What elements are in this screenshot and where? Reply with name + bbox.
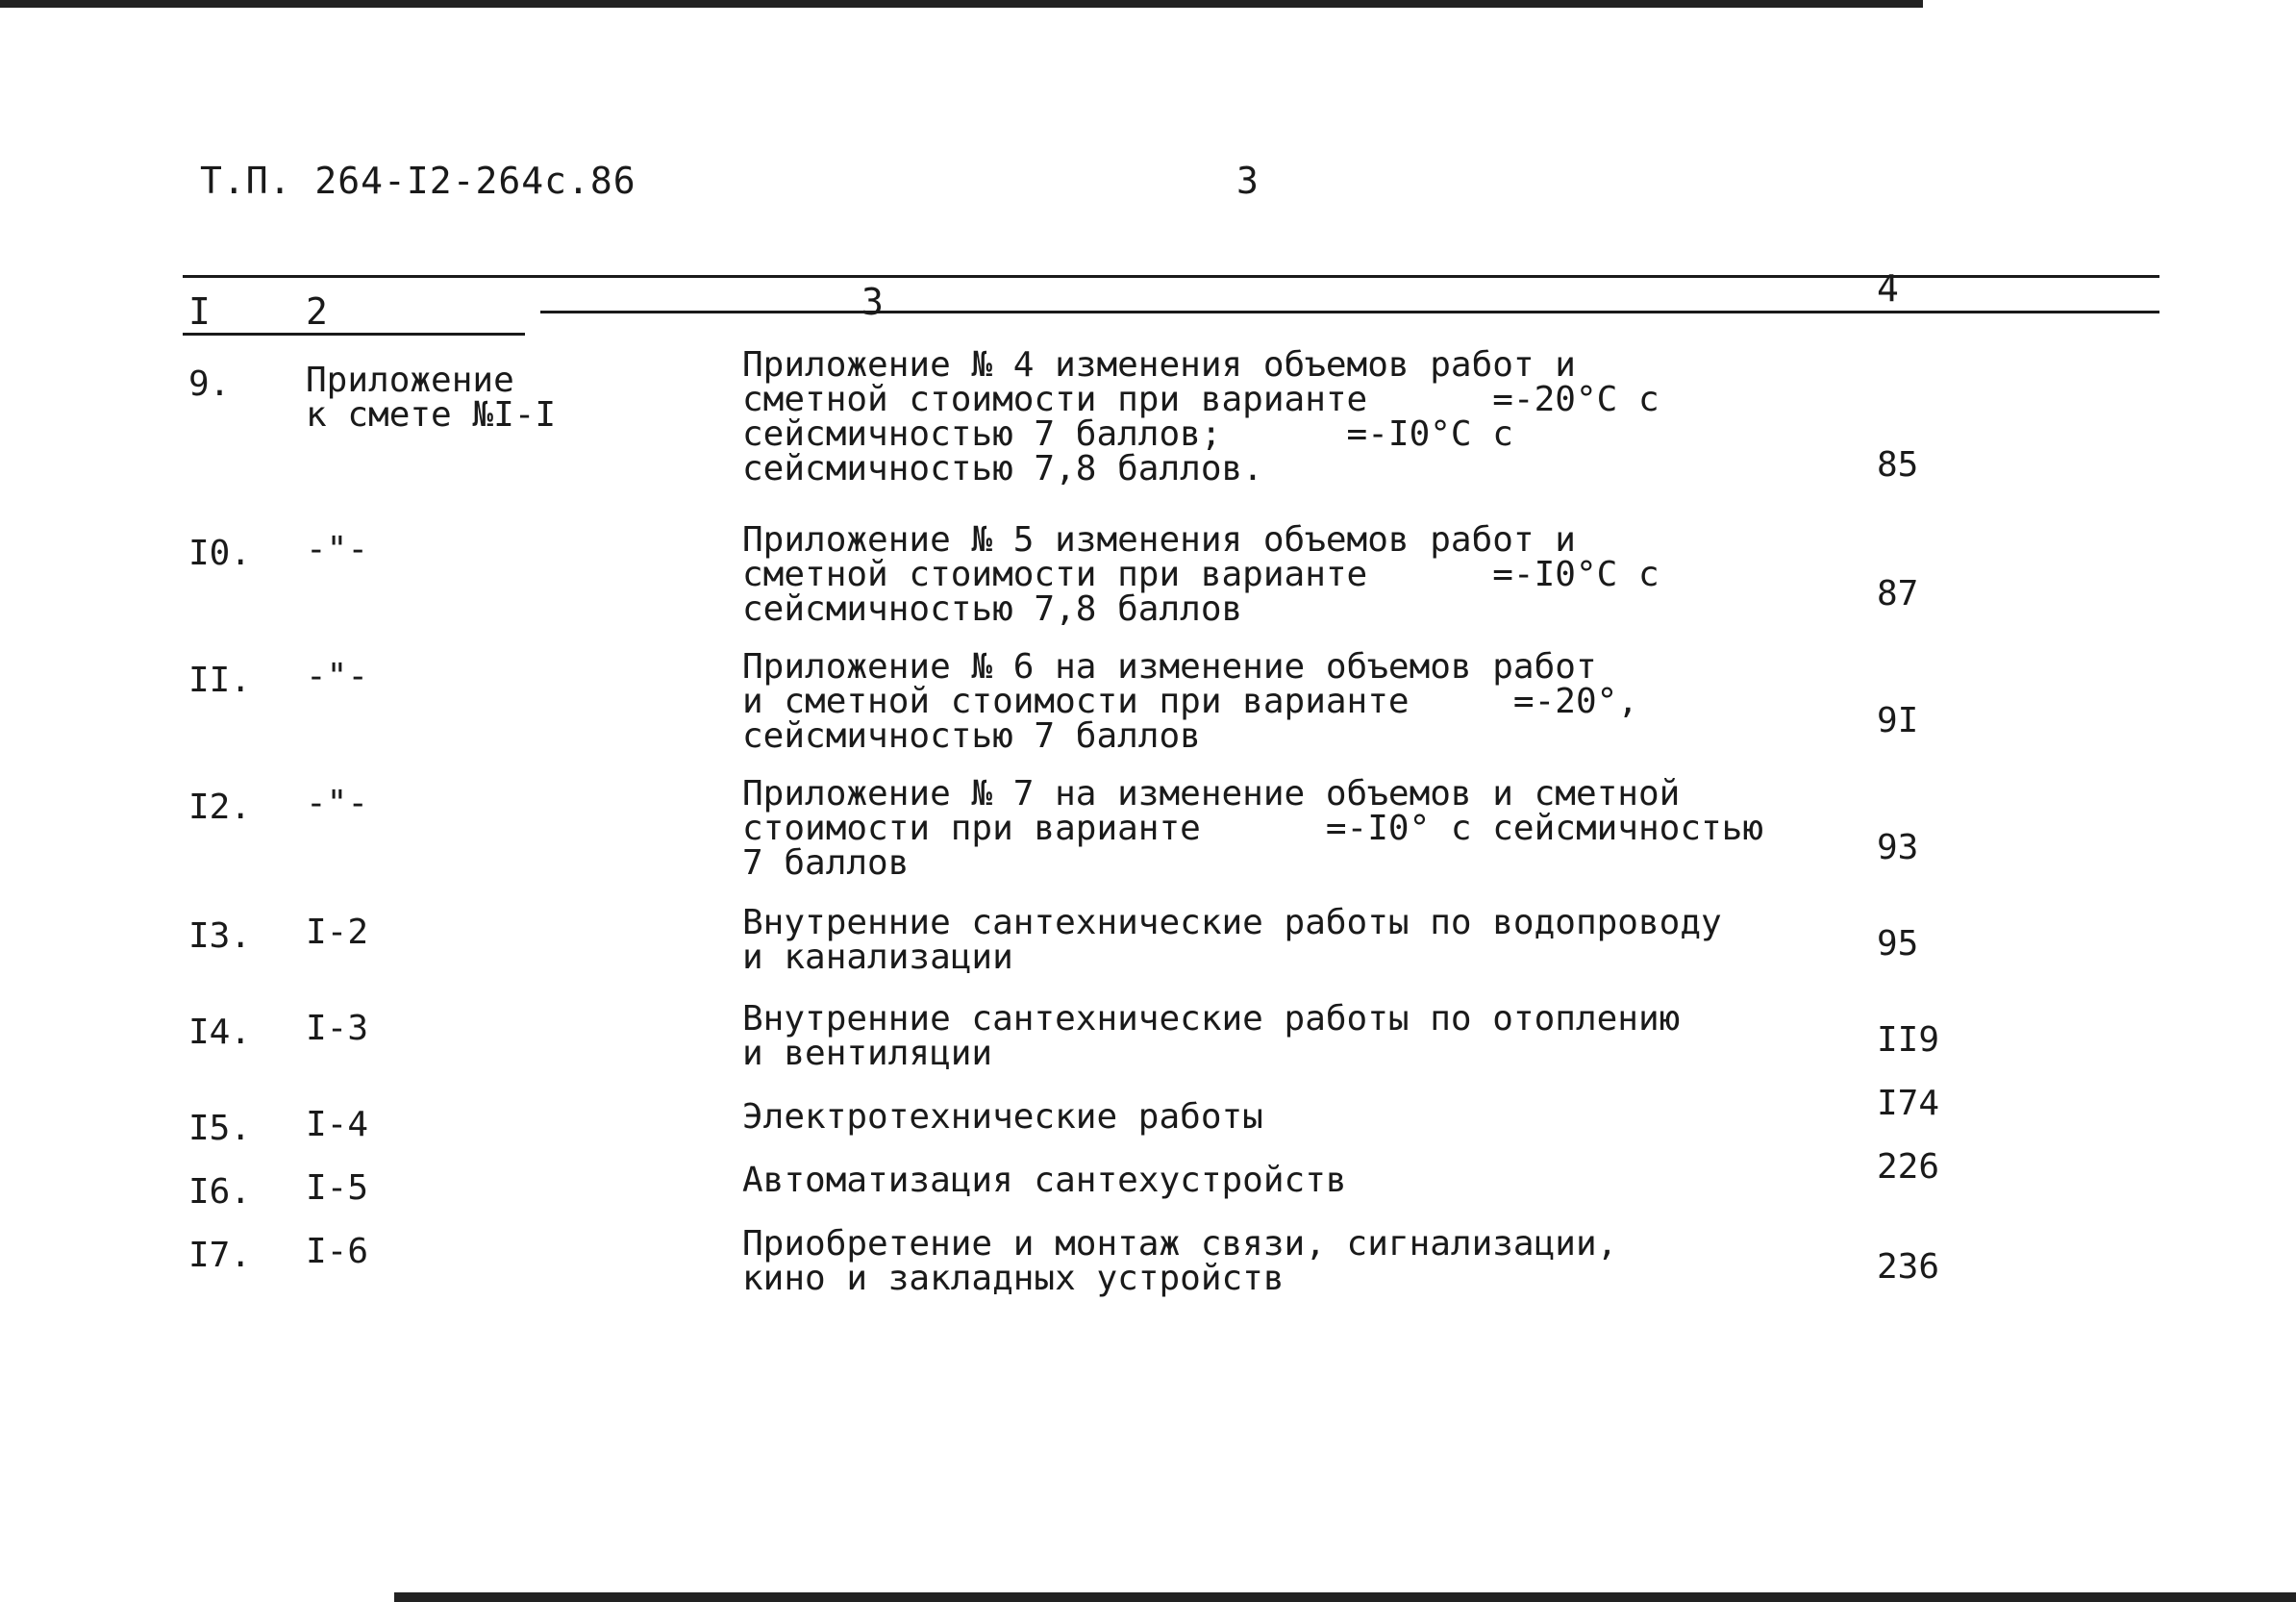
row-reference: I-4 bbox=[306, 1105, 369, 1144]
row-page: 95 bbox=[1877, 924, 1919, 964]
row-reference: I-3 bbox=[306, 1009, 369, 1048]
row-description: Приложение № 6 на изменение объемов работ и сметной стоимости при варианте =-20°, сейсмичностью 7 баллов bbox=[742, 647, 1638, 756]
row-page: I74 bbox=[1877, 1084, 1940, 1123]
row-page: 226 bbox=[1877, 1147, 1940, 1187]
row-reference: Приложение к смете №I-I bbox=[306, 361, 557, 435]
row-description: Приобретение и монтаж связи, сигнализации, кино и закладных устройств bbox=[742, 1224, 1618, 1298]
row-page: 9I bbox=[1877, 701, 1919, 740]
row-description: Приложение № 5 изменения объемов работ и сметной стоимости при варианте =-I0°С с сейсмичностью 7,8 баллов bbox=[742, 520, 1660, 629]
header-rule-right bbox=[540, 311, 2159, 313]
row-description: Внутренние сантехнические работы по водопроводу и канализации bbox=[742, 903, 1722, 977]
column-header-4: 4 bbox=[1877, 267, 1899, 310]
row-description: Приложение № 7 на изменение объемов и сметной стоимости при варианте =-I0° с сейсмичностью 7 баллов bbox=[742, 774, 1764, 883]
row-number: II. bbox=[188, 661, 252, 700]
column-header-1: I bbox=[188, 290, 211, 333]
column-header-3: 3 bbox=[861, 281, 884, 323]
row-page: 236 bbox=[1877, 1247, 1940, 1287]
row-description: Внутренние сантехнические работы по отоплению и вентиляции bbox=[742, 999, 1681, 1073]
row-reference: -"- bbox=[306, 784, 369, 823]
row-number: I5. bbox=[188, 1109, 252, 1148]
row-description: Электротехнические работы bbox=[742, 1097, 1263, 1137]
row-number: 9. bbox=[188, 364, 231, 404]
row-number: I3. bbox=[188, 916, 252, 956]
row-number: I0. bbox=[188, 534, 252, 573]
page-number: 3 bbox=[1236, 160, 1259, 202]
row-reference: I-6 bbox=[306, 1232, 369, 1271]
row-number: I7. bbox=[188, 1236, 252, 1275]
row-reference: I-2 bbox=[306, 913, 369, 952]
row-page: 93 bbox=[1877, 828, 1919, 867]
row-reference: -"- bbox=[306, 657, 369, 696]
row-number: I4. bbox=[188, 1013, 252, 1052]
table-top-rule bbox=[183, 275, 2159, 278]
document-code: Т.П. 264-I2-264с.86 bbox=[200, 160, 636, 202]
row-description: Автоматизация сантехустройств bbox=[742, 1161, 1347, 1200]
row-reference: -"- bbox=[306, 530, 369, 569]
row-reference: I-5 bbox=[306, 1168, 369, 1208]
row-number: I2. bbox=[188, 788, 252, 827]
row-page: 85 bbox=[1877, 445, 1919, 485]
header-rule-left bbox=[183, 333, 525, 336]
row-description: Приложение № 4 изменения объемов работ и сметной стоимости при варианте =-20°С с сейсмичностью 7 баллов; =-I0°С с сейсмичностью 7,8 баллов. bbox=[742, 345, 1660, 488]
scan-edge-top bbox=[0, 0, 1923, 8]
row-page: II9 bbox=[1877, 1020, 1940, 1060]
scan-edge-bottom bbox=[394, 1592, 2296, 1602]
column-header-2: 2 bbox=[306, 290, 328, 333]
row-page: 87 bbox=[1877, 574, 1919, 613]
row-number: I6. bbox=[188, 1172, 252, 1212]
